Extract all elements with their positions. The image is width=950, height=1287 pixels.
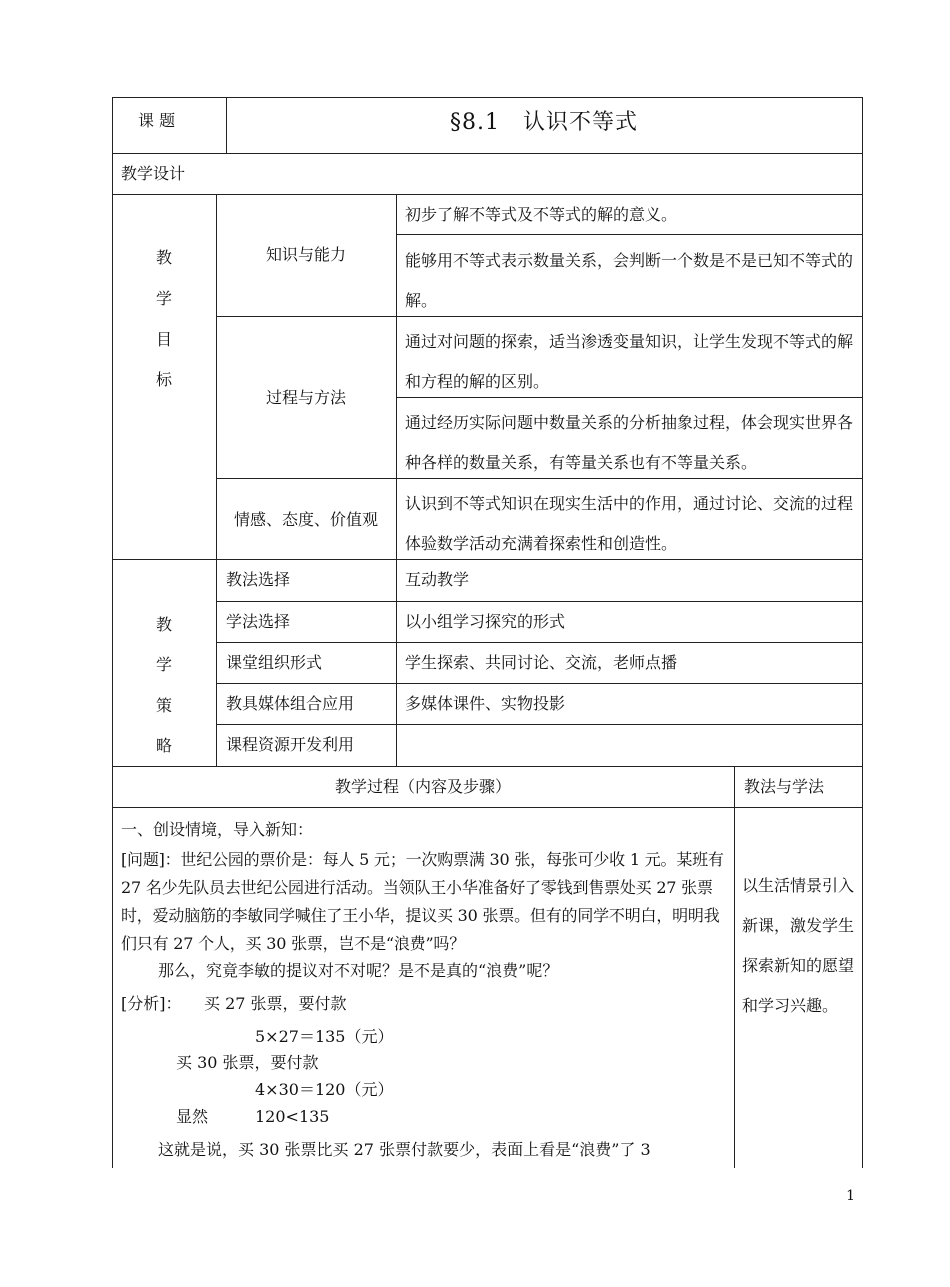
divider: [216, 601, 863, 602]
strategy-value: 学生探索、共同讨论、交流，老师点播: [405, 653, 678, 672]
analysis-label: [分析]：: [121, 994, 182, 1013]
divider: [216, 724, 863, 725]
strategy-value: 互动教学: [405, 570, 470, 589]
table-border-right: [862, 97, 863, 1168]
comparison: 120<135: [255, 1107, 330, 1126]
divider: [216, 642, 863, 643]
divider: [216, 559, 217, 766]
objective-category: 过程与方法: [265, 388, 346, 407]
strategy-group-label-char: 学: [155, 655, 172, 674]
divider: [396, 194, 397, 559]
objective-item: 初步了解不等式及不等式的解的意义。: [405, 205, 678, 224]
objectives-group-label-char: 标: [155, 370, 172, 389]
problem-paragraph: [问题]：世纪公园的票价是：每人 5 元；一次购票满 30 张，每张可少收 1 元。某班有 27 名少先队员去世纪公园进行活动。当领队王小华准备好了零钱到售票处买 27 张票时，爱动脑筋的李敏同学喊住了王小华，提议买 30 张票。但有的同学不明白，明明我们只有 27 个人，买 30 张票，岂不是“浪费”吗？: [121, 850, 724, 953]
strategy-value: 多媒体课件、实物投影: [405, 694, 566, 713]
section-title: 一、创设情境，导入新知：: [121, 820, 314, 839]
strategy-key: 学法选择: [226, 612, 291, 631]
divider: [112, 194, 863, 195]
strategy-key: 教具媒体组合应用: [226, 694, 355, 713]
calculation: 4×30＝120（元）: [255, 1080, 394, 1099]
method-header: 教法与学法: [744, 777, 825, 796]
strategy-group-label-char: 教: [155, 615, 172, 634]
question-line: 那么，究竟李敏的提议对不对呢？是不是真的“浪费”呢？: [158, 961, 559, 980]
divider: [112, 766, 863, 767]
design-label: 教学设计: [121, 164, 186, 183]
objectives-group-label-char: 目: [155, 330, 172, 349]
objective-item: 通过对问题的探索，适当渗透变量知识，让学生发现不等式的解和方程的解的区别。: [405, 332, 854, 391]
strategy-group-label-char: 略: [155, 736, 172, 755]
divider: [216, 683, 863, 684]
objectives-group-label-char: 学: [155, 289, 172, 308]
divider: [396, 559, 397, 766]
conclusion-line: 这就是说，买 30 张票比买 27 张票付款要少，表面上看是“浪费”了 3: [158, 1140, 651, 1159]
strategy-key: 课堂组织形式: [226, 653, 323, 672]
method-note: 以生活情景引入新课，激发学生探索新知的愿望和学习兴趣。: [742, 876, 855, 1015]
calculation: 5×27＝135（元）: [255, 1027, 394, 1046]
page-number: 1: [846, 1188, 855, 1204]
divider: [396, 234, 863, 235]
strategy-value: 以小组学习探究的形式: [405, 612, 566, 631]
lesson-title: §8.1 认识不等式: [450, 110, 638, 135]
divider: [112, 153, 863, 154]
process-header: 教学过程（内容及步骤）: [334, 777, 511, 796]
objective-category: 情感、态度、价值观: [233, 510, 378, 529]
subject-label: 课 题: [138, 111, 176, 130]
objective-category: 知识与能力: [265, 245, 346, 264]
analysis-line: 买 30 张票，要付款: [176, 1053, 319, 1072]
obvious-label: 显然: [176, 1107, 209, 1126]
divider: [734, 766, 735, 1168]
table-border-top: [112, 97, 863, 98]
strategy-key: 课程资源开发利用: [226, 735, 355, 754]
objective-item: 能够用不等式表示数量关系，会判断一个数是不是已知不等式的解。: [405, 251, 854, 310]
strategy-key: 教法选择: [226, 570, 291, 589]
objective-item: 认识到不等式知识在现实生活中的作用，通过讨论、交流的过程体验数学活动充满着探索性和创造性。: [405, 494, 854, 553]
strategy-group-label-char: 策: [155, 696, 172, 715]
objective-item: 通过经历实际问题中数量关系的分析抽象过程，体会现实世界各种各样的数量关系，有等量关系也有不等量关系。: [405, 413, 854, 472]
table-border-left: [112, 97, 113, 1168]
objectives-group-label-char: 教: [155, 248, 172, 267]
analysis-line: 买 27 张票，要付款: [204, 994, 347, 1013]
divider: [112, 807, 863, 808]
